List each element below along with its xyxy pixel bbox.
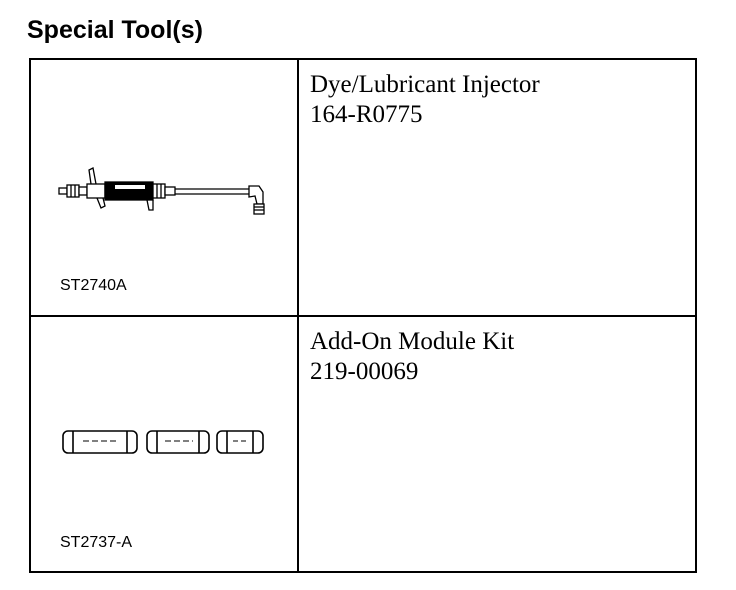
illustration-code: ST2740A (60, 277, 127, 294)
tool-description-cell (299, 60, 695, 315)
module-kit-illustration-icon (31, 317, 297, 569)
tool-number: 219-00069 (310, 358, 419, 385)
tool-number: 164-R0775 (310, 101, 423, 128)
tool-illustration-cell (31, 60, 299, 315)
illustration-code: ST2737-A (60, 534, 133, 551)
tool-illustration-cell (31, 317, 299, 571)
tool-row (31, 60, 695, 317)
special-tools-table (29, 58, 697, 573)
tool-row (31, 317, 695, 571)
tool-name: Dye/Lubricant Injector (310, 71, 540, 98)
page-title: Special Tool(s) (27, 16, 203, 44)
tool-name: Add-On Module Kit (310, 328, 515, 355)
tool-description-cell (299, 317, 695, 571)
